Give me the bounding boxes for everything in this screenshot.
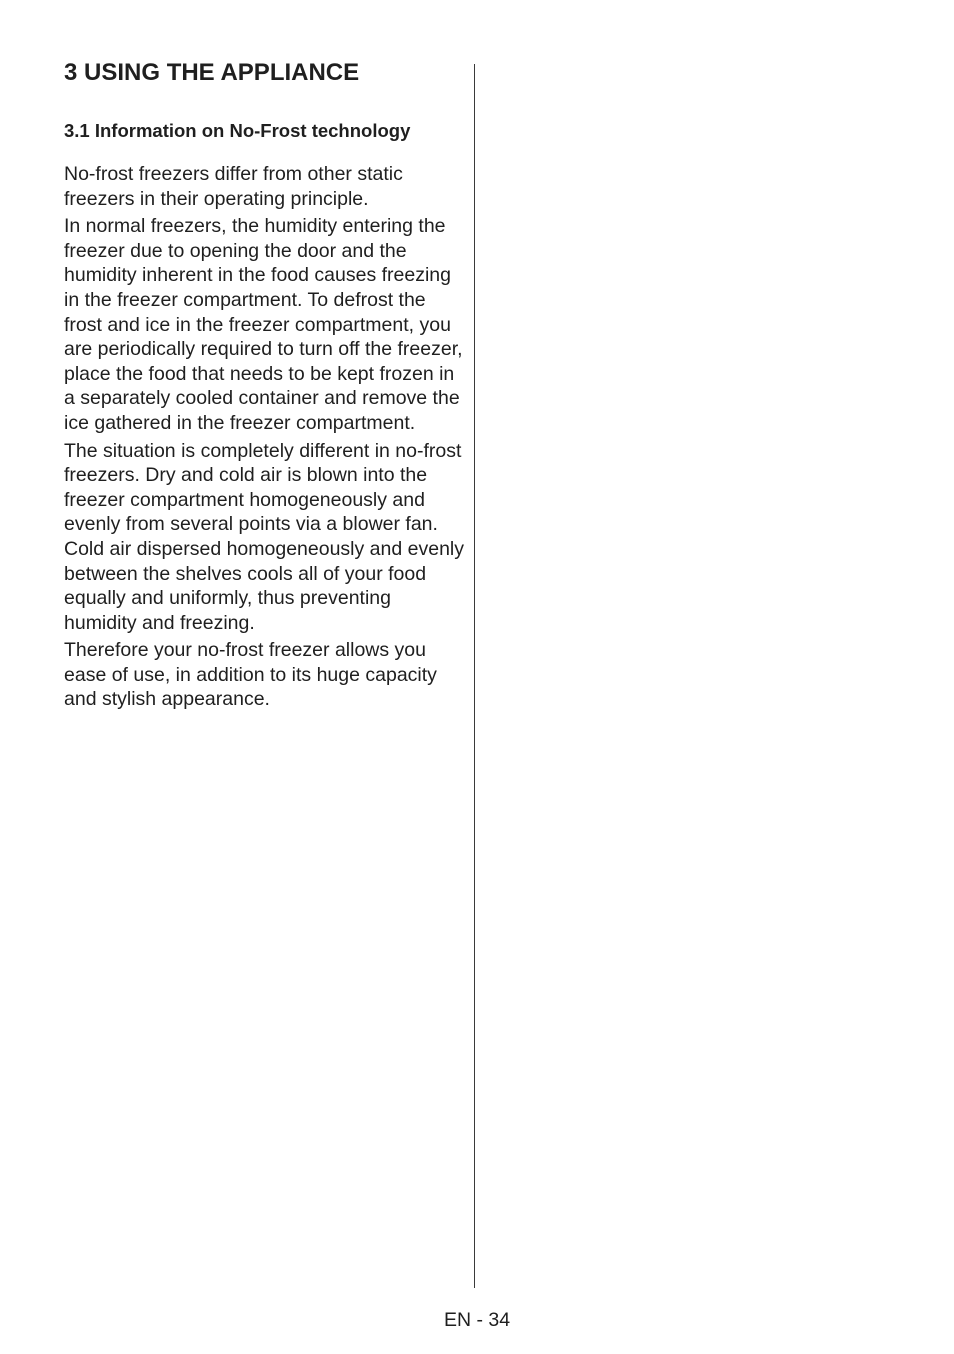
- page-number: EN - 34: [443, 1309, 511, 1331]
- section-title: 3 USING THE APPLIANCE: [64, 59, 360, 86]
- paragraph: No-frost freezers differ from other static freezers in their operating principle.: [64, 163, 403, 210]
- subsection-title: 3.1 Information on No-Frost technology: [64, 120, 411, 141]
- column-divider: [474, 64, 475, 1288]
- paragraph: Therefore your no-frost freezer allows you ease of use, in addition to its huge capacity and stylish appearance.: [64, 639, 437, 711]
- paragraph: The situation is completely different in no-frost freezers. Dry and cold air is blown into the freezer compartment homogeneously and evenly from several points via a blower fan. Cold air dispersed homogeneously and evenly between the shelves cools all of your food equally and uniformly, thus preventing humidity and freezing.: [64, 439, 464, 634]
- left-column: [64, 56, 464, 712]
- paragraph: In normal freezers, the humidity entering the freezer due to opening the door and the humidity inherent in the food causes freezing in the freezer compartment. To defrost the frost and ice in the freezer compartment, you are periodically required to turn off the freezer, place the food that needs to be kept frozen in a separately cooled container and remove the ice gathered in the freezer compartment.: [64, 215, 463, 434]
